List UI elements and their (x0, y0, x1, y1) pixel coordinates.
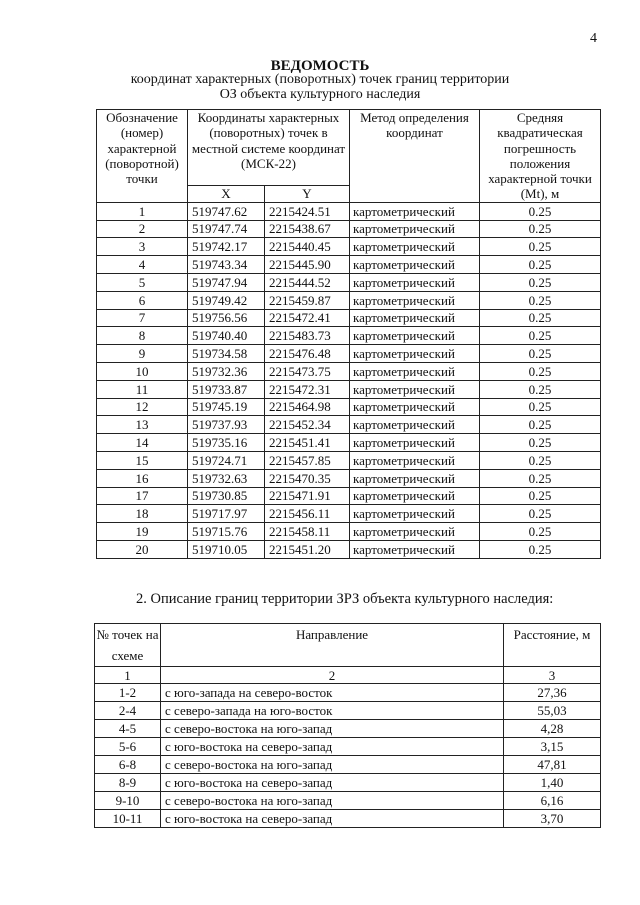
point-number-cell: 4 (97, 256, 188, 274)
distance-cell: 3,15 (504, 738, 601, 756)
x-coordinate-cell: 519747.62 (188, 202, 265, 220)
point-number-cell: 8 (97, 327, 188, 345)
x-coordinate-cell: 519747.74 (188, 220, 265, 238)
x-coordinate-cell: 519732.36 (188, 362, 265, 380)
method-cell: картометрический (350, 523, 480, 541)
y-coordinate-cell: 2215470.35 (265, 469, 350, 487)
segment-cell: 4-5 (95, 720, 161, 738)
mean-error-cell: 0.25 (480, 380, 601, 398)
mean-error-cell: 0.25 (480, 523, 601, 541)
distance-cell: 55,03 (504, 702, 601, 720)
point-number-cell: 14 (97, 434, 188, 452)
y-coordinate-cell: 2215473.75 (265, 362, 350, 380)
direction-cell: с северо-востока на юго-запад (161, 756, 504, 774)
point-number-cell: 20 (97, 540, 188, 558)
table-row (95, 738, 601, 756)
mean-error-cell: 0.25 (480, 540, 601, 558)
table-row (97, 327, 601, 345)
y-coordinate-cell: 2215451.20 (265, 540, 350, 558)
x-coordinate-cell: 519724.71 (188, 451, 265, 469)
y-coordinate-cell: 2215483.73 (265, 327, 350, 345)
x-coordinate-cell: 519732.63 (188, 469, 265, 487)
method-cell: картометрический (350, 434, 480, 452)
segment-cell: 5-6 (95, 738, 161, 756)
method-cell: картометрический (350, 238, 480, 256)
y-coordinate-cell: 2215444.52 (265, 273, 350, 291)
table-row (97, 202, 601, 220)
header-segment: № точек на схеме (95, 624, 161, 667)
table-row (95, 810, 601, 828)
point-number-cell: 19 (97, 523, 188, 541)
mean-error-cell: 0.25 (480, 202, 601, 220)
table-row (95, 774, 601, 792)
segment-cell: 8-9 (95, 774, 161, 792)
distance-cell: 4,28 (504, 720, 601, 738)
coordinates-table-body (97, 202, 601, 558)
header-coordinates: Координаты характерных (поворотных) точек в местной системе координат (МСК-22) (188, 110, 350, 186)
table-row (97, 238, 601, 256)
distance-cell: 3,70 (504, 810, 601, 828)
y-coordinate-cell: 2215456.11 (265, 505, 350, 523)
table-row (97, 434, 601, 452)
mean-error-cell: 0.25 (480, 362, 601, 380)
mean-error-cell: 0.25 (480, 416, 601, 434)
method-cell: картометрический (350, 291, 480, 309)
method-cell: картометрический (350, 309, 480, 327)
x-coordinate-cell: 519749.42 (188, 291, 265, 309)
distance-cell: 1,40 (504, 774, 601, 792)
document-subtitle: координат характерных (поворотных) точек границ территории ОЗ объекта культурного наследия (130, 72, 510, 102)
table-row (97, 505, 601, 523)
distance-cell: 6,16 (504, 792, 601, 810)
mean-error-cell: 0.25 (480, 451, 601, 469)
y-coordinate-cell: 2215452.34 (265, 416, 350, 434)
method-cell: картометрический (350, 487, 480, 505)
header-mean-error: Средняя квадратическая погрешность положения характерной точки (Mt), м (480, 110, 601, 203)
segment-cell: 1-2 (95, 684, 161, 702)
x-coordinate-cell: 519743.34 (188, 256, 265, 274)
x-coordinate-cell: 519715.76 (188, 523, 265, 541)
y-coordinate-cell: 2215438.67 (265, 220, 350, 238)
x-coordinate-cell: 519756.56 (188, 309, 265, 327)
table-row (97, 487, 601, 505)
point-number-cell: 12 (97, 398, 188, 416)
method-cell: картометрический (350, 202, 480, 220)
x-coordinate-cell: 519730.85 (188, 487, 265, 505)
table-row (97, 523, 601, 541)
table-row (97, 291, 601, 309)
point-number-cell: 18 (97, 505, 188, 523)
table-row (97, 380, 601, 398)
x-coordinate-cell: 519742.17 (188, 238, 265, 256)
mean-error-cell: 0.25 (480, 309, 601, 327)
method-cell: картометрический (350, 256, 480, 274)
point-number-cell: 17 (97, 487, 188, 505)
x-coordinate-cell: 519737.93 (188, 416, 265, 434)
point-number-cell: 10 (97, 362, 188, 380)
segment-cell: 10-11 (95, 810, 161, 828)
point-number-cell: 5 (97, 273, 188, 291)
document-title: ВЕДОМОСТЬ (270, 58, 370, 74)
point-number-cell: 2 (97, 220, 188, 238)
mean-error-cell: 0.25 (480, 327, 601, 345)
table-row (97, 309, 601, 327)
y-coordinate-cell: 2215445.90 (265, 256, 350, 274)
method-cell: картометрический (350, 220, 480, 238)
index-cell-2: 2 (161, 667, 504, 684)
mean-error-cell: 0.25 (480, 291, 601, 309)
segment-cell: 9-10 (95, 792, 161, 810)
mean-error-cell: 0.25 (480, 256, 601, 274)
y-coordinate-cell: 2215458.11 (265, 523, 350, 541)
direction-cell: с северо-запада на юго-восток (161, 702, 504, 720)
y-coordinate-cell: 2215464.98 (265, 398, 350, 416)
y-coordinate-cell: 2215476.48 (265, 345, 350, 363)
page-number: 4 (590, 31, 597, 46)
section-2-heading: 2. Описание границ территории ЗРЗ объекта культурного наследия: (136, 591, 554, 607)
point-number-cell: 3 (97, 238, 188, 256)
point-number-cell: 16 (97, 469, 188, 487)
y-coordinate-cell: 2215440.45 (265, 238, 350, 256)
point-number-cell: 7 (97, 309, 188, 327)
x-coordinate-cell: 519734.58 (188, 345, 265, 363)
direction-cell: с юго-запада на северо-восток (161, 684, 504, 702)
table-row (95, 702, 601, 720)
index-cell-3: 3 (504, 667, 601, 684)
index-cell-1: 1 (95, 667, 161, 684)
method-cell: картометрический (350, 398, 480, 416)
header-method: Метод определения координат (350, 110, 480, 203)
method-cell: картометрический (350, 380, 480, 398)
table-row (97, 256, 601, 274)
table-row (97, 416, 601, 434)
y-coordinate-cell: 2215457.85 (265, 451, 350, 469)
x-coordinate-cell: 519710.05 (188, 540, 265, 558)
direction-cell: с северо-востока на юго-запад (161, 792, 504, 810)
table-row (95, 684, 601, 702)
distance-cell: 47,81 (504, 756, 601, 774)
table-row (97, 451, 601, 469)
method-cell: картометрический (350, 273, 480, 291)
mean-error-cell: 0.25 (480, 273, 601, 291)
y-coordinate-cell: 2215424.51 (265, 202, 350, 220)
header-distance: Расстояние, м (504, 624, 601, 667)
method-cell: картометрический (350, 362, 480, 380)
table-row (97, 540, 601, 558)
table-row (95, 720, 601, 738)
coordinates-table (96, 109, 601, 559)
direction-cell: с северо-востока на юго-запад (161, 720, 504, 738)
point-number-cell: 1 (97, 202, 188, 220)
x-coordinate-cell: 519735.16 (188, 434, 265, 452)
x-coordinate-cell: 519717.97 (188, 505, 265, 523)
y-coordinate-cell: 2215459.87 (265, 291, 350, 309)
method-cell: картометрический (350, 416, 480, 434)
y-coordinate-cell: 2215471.91 (265, 487, 350, 505)
table-row (97, 469, 601, 487)
mean-error-cell: 0.25 (480, 469, 601, 487)
mean-error-cell: 0.25 (480, 398, 601, 416)
method-cell: картометрический (350, 505, 480, 523)
mean-error-cell: 0.25 (480, 345, 601, 363)
point-number-cell: 6 (97, 291, 188, 309)
table-row (97, 220, 601, 238)
mean-error-cell: 0.25 (480, 434, 601, 452)
x-coordinate-cell: 519745.19 (188, 398, 265, 416)
table-row (97, 362, 601, 380)
point-number-cell: 15 (97, 451, 188, 469)
table-row (97, 398, 601, 416)
point-number-cell: 9 (97, 345, 188, 363)
method-cell: картометрический (350, 469, 480, 487)
mean-error-cell: 0.25 (480, 505, 601, 523)
method-cell: картометрический (350, 540, 480, 558)
method-cell: картометрический (350, 345, 480, 363)
header-x: X (188, 186, 265, 202)
direction-cell: с юго-востока на северо-запад (161, 810, 504, 828)
direction-cell: с юго-востока на северо-запад (161, 738, 504, 756)
y-coordinate-cell: 2215472.31 (265, 380, 350, 398)
x-coordinate-cell: 519733.87 (188, 380, 265, 398)
table-row (97, 273, 601, 291)
mean-error-cell: 0.25 (480, 238, 601, 256)
header-point-designation: Обозначение (номер) характерной (поворотной) точки (97, 110, 188, 203)
x-coordinate-cell: 519747.94 (188, 273, 265, 291)
x-coordinate-cell: 519740.40 (188, 327, 265, 345)
table-row (97, 345, 601, 363)
mean-error-cell: 0.25 (480, 487, 601, 505)
segment-cell: 2-4 (95, 702, 161, 720)
distance-cell: 27,36 (504, 684, 601, 702)
y-coordinate-cell: 2215451.41 (265, 434, 350, 452)
method-cell: картометрический (350, 327, 480, 345)
mean-error-cell: 0.25 (480, 220, 601, 238)
y-coordinate-cell: 2215472.41 (265, 309, 350, 327)
point-number-cell: 11 (97, 380, 188, 398)
point-number-cell: 13 (97, 416, 188, 434)
header-y: Y (265, 186, 350, 202)
direction-cell: с юго-востока на северо-запад (161, 774, 504, 792)
method-cell: картометрический (350, 451, 480, 469)
segment-cell: 6-8 (95, 756, 161, 774)
table-row (95, 756, 601, 774)
header-direction: Направление (161, 624, 504, 667)
table-row (95, 792, 601, 810)
boundary-description-body (95, 684, 601, 828)
boundary-description-table (94, 623, 601, 828)
